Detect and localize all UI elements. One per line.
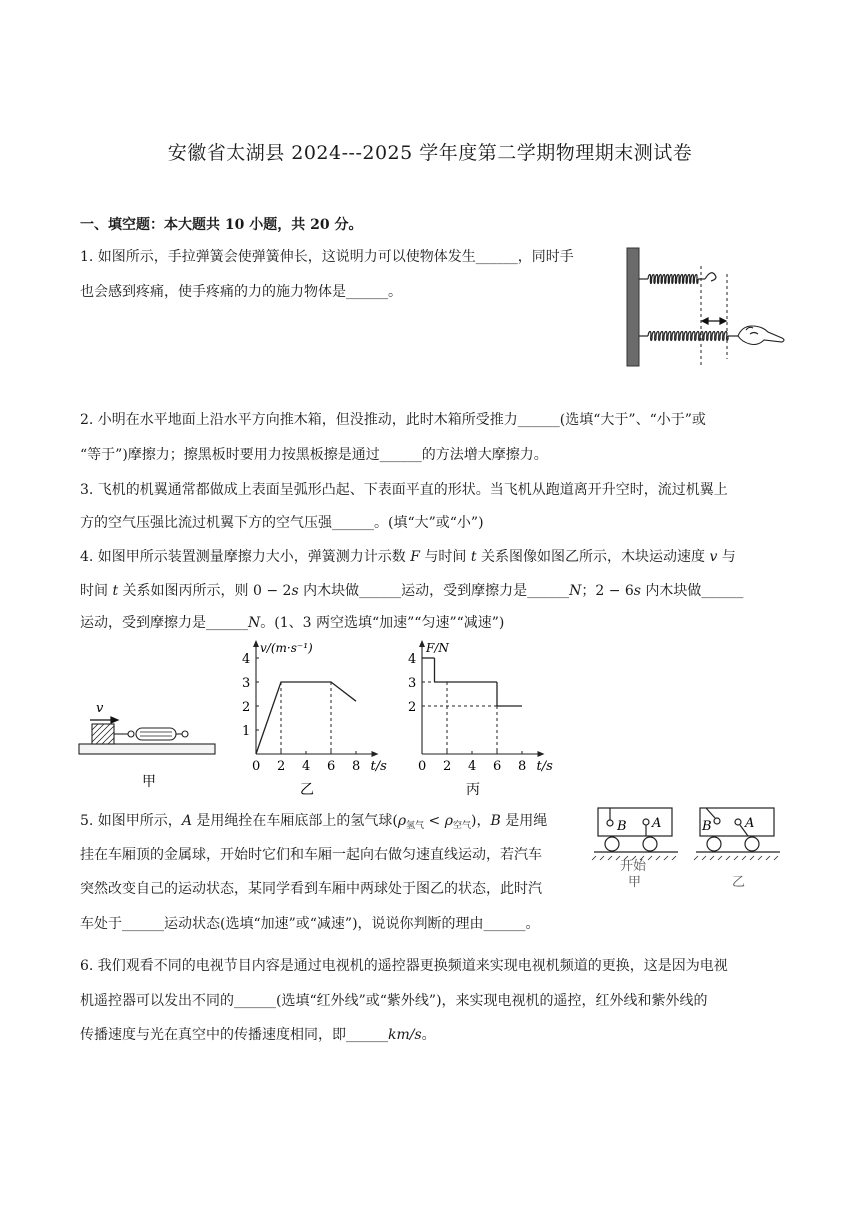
y-tick-label: 3 [242, 676, 251, 691]
y-tick-label: 4 [242, 652, 251, 667]
balloon-a-label-jia: A [652, 816, 662, 831]
y-tick-label: 2 [242, 700, 251, 715]
start-label: 开始 [620, 859, 647, 874]
carriage-jia [592, 808, 678, 860]
ball-b-label-yi: B [702, 819, 712, 834]
x-tick-label: 6 [327, 759, 336, 774]
y-tick-label: 2 [408, 700, 417, 715]
x-tick-label: 0 [252, 759, 261, 774]
table-surface [79, 744, 215, 754]
question-5-line-4: 车处于______运动状态(选填“加速”或“减速”)，说说你判断的理由______。 [80, 916, 540, 932]
x-tick-label: 4 [468, 759, 477, 774]
question-6-line-2: 机遥控器可以发出不同的______(选填“红外线”或“紫外线”)，来实现电视机的遥控，红外线和紫外线的 [80, 993, 708, 1009]
figure-caption-jia: 甲 [142, 774, 156, 790]
x-tick-label: 6 [493, 759, 502, 774]
stretch-arrow [702, 318, 726, 324]
question-1-line-1: 1. 如图所示，手拉弹簧会使弹簧伸长，这说明力可以使物体发生______，同时手 [80, 249, 574, 265]
question-6-line-1: 6. 我们观看不同的电视节目内容是通过电视机的遥控器更换频道来实现电视机频道的更换，这是因为电视 [80, 958, 728, 974]
carriage-yi [694, 808, 780, 860]
spring-figure [620, 244, 790, 372]
figure-caption: 乙 [300, 782, 314, 798]
x-axis-label: t/s [536, 759, 553, 774]
question-4-line-1: 4. 如图甲所示装置测量摩擦力大小，弹簧测力计示数 F 与时间 t 关系图像如图乙所示，木块运动速度 v 与 [80, 549, 736, 565]
x-tick-label: 2 [443, 759, 452, 774]
question-3-line-2: 方的空气压强比流过机翼下方的空气压强______。(填“大”或“小”) [80, 515, 484, 531]
wooden-block [92, 724, 114, 744]
x-tick-label: 8 [352, 759, 361, 774]
figure-caption: 丙 [466, 782, 480, 798]
x-tick-label: 4 [302, 759, 311, 774]
x-tick-label: 8 [518, 759, 527, 774]
question-5-line-1: 5. 如图甲所示，A 是用绳拴在车厢底部上的氢气球$(\rho_{氢气} < \rho_{空气})$，B 是用绳 [80, 813, 548, 831]
spring-scale [114, 728, 188, 740]
wall [627, 248, 639, 366]
question-5-line-2: 挂在车厢顶的金属球，开始时它们和车厢一起向右做匀速直线运动，若汽车 [80, 847, 542, 863]
y-axis-arrow [419, 640, 425, 647]
carriage-figure [588, 800, 788, 896]
page-title: 安徽省太湖县 2024---2025 学年度第二学期物理期末测试卷 [167, 142, 693, 164]
ball-b-label-jia: B [617, 819, 627, 834]
x-tick-label: 0 [418, 759, 427, 774]
velocity-time-chart [226, 640, 387, 800]
figure-caption-yi-5: 乙 [732, 875, 746, 890]
question-4-line-3: 运动，受到摩擦力是______N。(1、3 两空选填“加速”“匀速”“减速”) [80, 615, 505, 631]
y-tick-label: 3 [408, 676, 417, 691]
section-heading: 一、填空题：本大题共 10 小题，共 20 分。 [80, 217, 363, 233]
velocity-series-line [256, 682, 356, 754]
velocity-label: v [96, 701, 104, 716]
figure-caption-jia-5: 甲 [628, 875, 642, 890]
x-axis-arrow [538, 751, 545, 757]
upper-spring [639, 273, 716, 284]
y-tick-label: 4 [408, 652, 417, 667]
y-axis-label: F/N [426, 641, 449, 655]
hand-icon [738, 326, 784, 345]
figure-jia-setup [76, 696, 222, 792]
question-4-line-2: 时间 t 关系如图丙所示，则 0 − 2s 内木块做______运动，受到摩擦力是______N；2 − 6s 内木块做______ [80, 583, 744, 599]
question-3-line-1: 3. 飞机的机翼通常都做成上表面呈弧形凸起、下表面平直的形状。当飞机从跑道离开升空时，流过机翼上 [80, 482, 728, 498]
question-5-line-3: 突然改变自己的运动状态，某同学看到车厢中两球处于图乙的状态，此时汽 [80, 881, 542, 897]
force-time-chart [392, 640, 552, 800]
question-1-line-2: 也会感到疼痛，使手疼痛的力的施力物体是______。 [80, 284, 402, 300]
x-tick-label: 2 [277, 759, 286, 774]
question-6-line-3: 传播速度与光在真空中的传播速度相同，即______km/s。 [80, 1027, 436, 1043]
x-axis-arrow [372, 751, 379, 757]
y-tick-label: 1 [242, 724, 251, 739]
question-2-line-1: 2. 小明在水平地面上沿水平方向推木箱，但没推动，此时木箱所受推力______(选填“大于”、“小于”或 [80, 412, 706, 428]
question-2-line-2: “等于”)摩擦力；擦黑板时要用力按黑板擦是通过______的方法增大摩擦力。 [80, 447, 548, 463]
lower-spring [639, 332, 738, 341]
x-axis-label: t/s [370, 759, 387, 774]
y-axis-label: v/(m·s⁻¹) [260, 641, 313, 655]
balloon-a-label-yi: A [745, 816, 755, 831]
y-axis-arrow [253, 640, 259, 647]
